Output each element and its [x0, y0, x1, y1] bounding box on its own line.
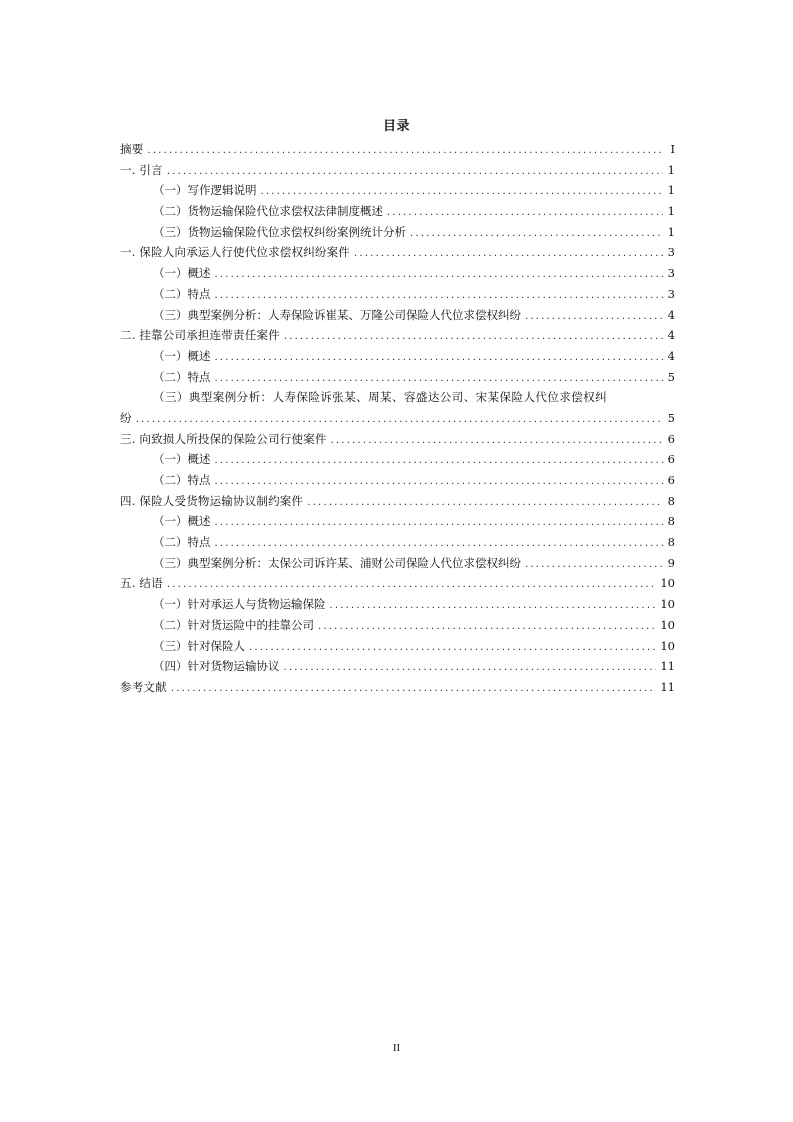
dot-leader: [387, 203, 663, 224]
toc-entry-page: 8: [667, 493, 675, 508]
toc-entry-page: 4: [667, 348, 675, 363]
toc-entry-page: 3: [667, 266, 675, 281]
dot-leader: [215, 286, 664, 307]
toc-entry[interactable]: [120, 656, 675, 677]
toc-entry-page: 10: [660, 597, 675, 612]
toc-entry-label: （一）概述: [153, 348, 211, 363]
dot-leader: [147, 141, 663, 162]
dot-leader: [171, 679, 657, 700]
toc-entry-label: （三）货物运输保险代位求偿权纠纷案例统计分析: [153, 224, 406, 239]
toc-entry-label: （一）概述: [153, 514, 211, 529]
toc-entry-label: （二）特点: [153, 535, 211, 550]
dot-leader: [318, 617, 656, 638]
dot-leader: [284, 327, 663, 348]
page-number-footer: II: [392, 1042, 401, 1054]
toc-entry[interactable]: [120, 449, 675, 470]
toc-entry-label: （二）针对货运险中的挂靠公司: [153, 617, 314, 632]
toc-entry-label: （二）特点: [153, 369, 211, 384]
toc-entry-label: （一）写作逻辑说明: [153, 183, 257, 198]
toc-entry-label: （三）典型案例分析：人寿保险诉张某、周某、容盛达公司、宋某保险人代位求偿权纠: [153, 390, 608, 405]
toc-entry[interactable]: [120, 511, 675, 532]
toc-entry-label: （三）典型案例分析：太保公司诉许某、浦财公司保险人代位求偿权纠纷: [153, 555, 521, 570]
toc-entry-label: （一）针对承运人与货物运输保险: [153, 597, 326, 612]
toc-entry-wrapped[interactable]: [120, 387, 675, 408]
toc-entry[interactable]: [120, 470, 675, 491]
toc-entry-label: 摘要: [120, 142, 144, 156]
dot-leader: [331, 431, 663, 452]
dot-leader: [410, 224, 663, 245]
dot-leader: [261, 182, 664, 203]
toc-entry-page: 4: [667, 328, 675, 343]
toc-entry[interactable]: [120, 429, 675, 450]
toc-entry[interactable]: [120, 594, 675, 615]
toc-entry-page: 11: [660, 679, 675, 694]
dot-leader: [215, 534, 664, 555]
toc-entry-page: 9: [667, 555, 675, 570]
toc-entry-label: （一）概述: [153, 452, 211, 467]
toc-entry-label: 五. 结语: [120, 576, 163, 591]
toc-entry[interactable]: [120, 491, 675, 512]
toc-entry-label: 纷: [120, 410, 132, 425]
toc-entry[interactable]: [120, 284, 675, 305]
toc-entry[interactable]: [120, 242, 675, 263]
dot-leader: [330, 596, 657, 617]
toc-entry-page: I: [670, 142, 675, 156]
toc-entry[interactable]: [120, 201, 675, 222]
toc-entry-page: 10: [660, 576, 675, 591]
toc-entry[interactable]: [120, 636, 675, 657]
dot-leader: [167, 162, 663, 183]
dot-leader: [167, 575, 657, 596]
toc-entry-page: 5: [667, 369, 675, 384]
toc-entry-label: 一. 保险人向承运人行使代位求偿权纠纷案件: [120, 245, 351, 260]
toc-entry[interactable]: [120, 222, 675, 243]
toc-entry[interactable]: [120, 325, 675, 346]
table-of-contents: [120, 139, 675, 698]
toc-entry-label: 四. 保险人受货物运输协议制约案件: [120, 493, 304, 508]
toc-entry-label: （一）概述: [153, 266, 211, 281]
toc-entry-label: 三. 向致损人所投保的保险公司行使案件: [120, 431, 327, 446]
toc-entry-label: 二. 挂靠公司承担连带责任案件: [120, 328, 280, 343]
toc-entry-page: 4: [667, 307, 675, 322]
toc-title: 目录: [382, 119, 410, 134]
toc-entry[interactable]: [120, 615, 675, 636]
toc-entry-label: （二）货物运输保险代位求偿权法律制度概述: [153, 204, 383, 219]
dot-leader: [215, 369, 664, 390]
toc-entry[interactable]: [120, 160, 675, 181]
toc-entry[interactable]: [120, 553, 675, 574]
toc-entry-page: 3: [667, 245, 675, 260]
toc-entry-label: 参考文献: [120, 679, 167, 694]
dot-leader: [354, 244, 663, 265]
toc-entry-page: 8: [667, 514, 675, 529]
toc-entry-label: （三）典型案例分析：人寿保险诉崔某、万隆公司保险人代位求偿权纠纷: [153, 307, 521, 322]
dot-leader: [249, 638, 656, 659]
toc-entry-page: 1: [667, 204, 675, 219]
toc-entry-page: 6: [667, 452, 675, 467]
dot-leader: [215, 472, 664, 493]
toc-entry-page: 11: [660, 659, 675, 674]
toc-entry[interactable]: [120, 263, 675, 284]
toc-entry-page: 1: [667, 183, 675, 198]
toc-entry-page: 1: [667, 162, 675, 177]
dot-leader: [215, 513, 664, 534]
toc-entry[interactable]: [120, 573, 675, 594]
toc-entry-wrapped-continuation[interactable]: [120, 408, 675, 429]
dot-leader: [136, 410, 663, 431]
toc-entry-page: 8: [667, 535, 675, 550]
toc-entry[interactable]: [120, 139, 675, 160]
toc-entry[interactable]: [120, 305, 675, 326]
toc-entry[interactable]: [120, 367, 675, 388]
toc-entry-label: （二）特点: [153, 473, 211, 487]
dot-leader: [307, 493, 663, 514]
toc-entry[interactable]: [120, 677, 675, 698]
dot-leader: [215, 265, 664, 286]
toc-entry-page: 1: [667, 224, 675, 239]
dot-leader: [215, 348, 664, 369]
toc-entry[interactable]: [120, 180, 675, 201]
toc-entry[interactable]: [120, 346, 675, 367]
dot-leader: [284, 658, 657, 679]
toc-entry-page: 3: [667, 286, 675, 301]
toc-entry-page: 10: [660, 617, 675, 632]
toc-entry-label: （四）针对货物运输协议: [153, 659, 280, 674]
dot-leader: [525, 307, 663, 328]
toc-entry-label: （二）特点: [153, 286, 211, 301]
toc-entry[interactable]: [120, 532, 675, 553]
toc-entry-page: 10: [660, 638, 675, 653]
toc-entry-page: 6: [667, 473, 675, 487]
dot-leader: [525, 555, 663, 576]
toc-entry-page: 5: [667, 410, 675, 425]
toc-entry-label: （三）针对保险人: [153, 638, 245, 653]
toc-entry-label: 一. 引言: [120, 162, 163, 177]
dot-leader: [215, 451, 664, 472]
toc-entry-page: 6: [667, 431, 675, 446]
